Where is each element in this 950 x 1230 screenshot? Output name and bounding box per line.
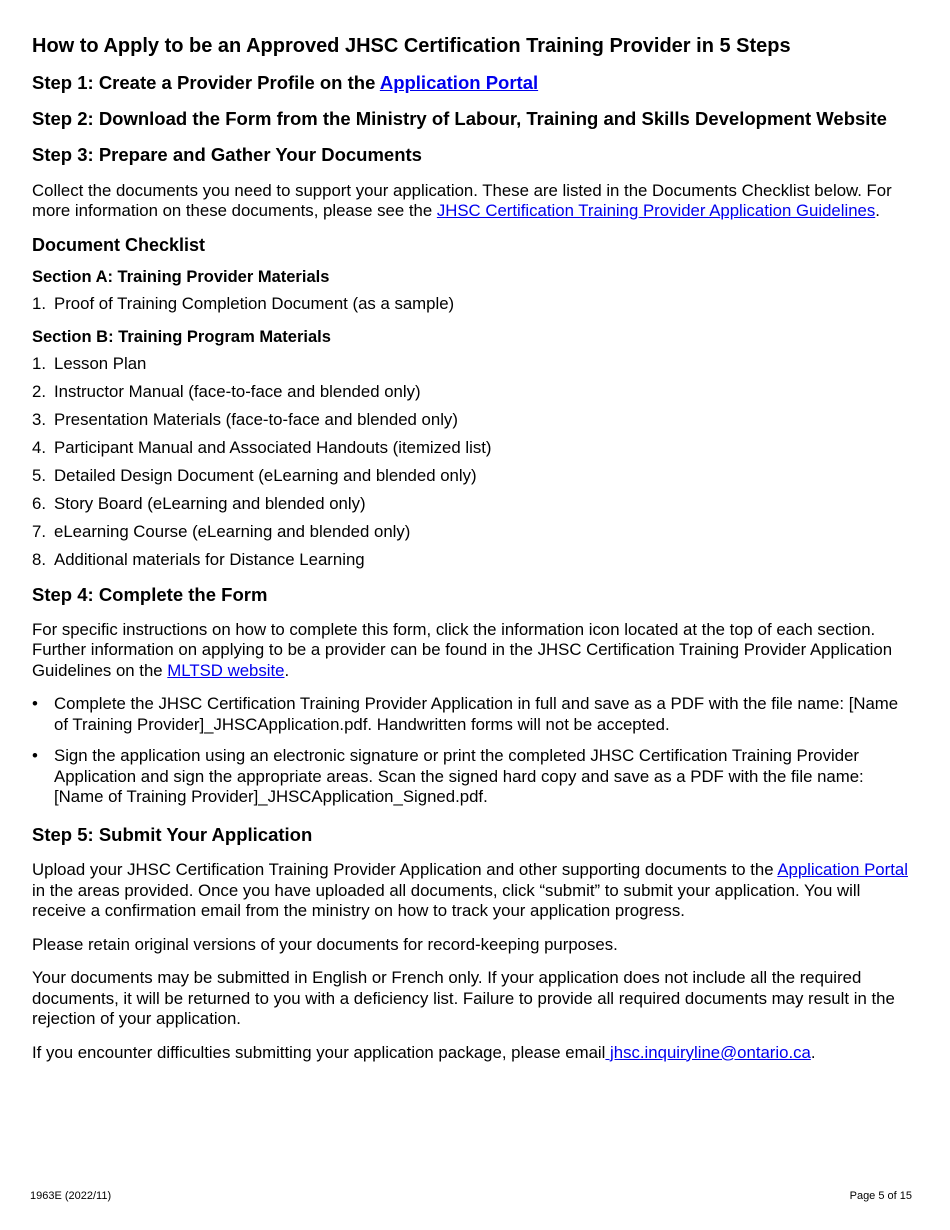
list-text: Instructor Manual (face-to-face and blended only): [54, 381, 421, 401]
list-item: [32, 354, 912, 374]
step5-paragraph-end: in the areas provided. Once you have uploaded all documents, click “submit” to submit your application. You will receive a confirmation email from the ministry on how to track your application progress.: [32, 880, 861, 921]
bullet-item: [32, 694, 912, 735]
step1-heading-text: Step 1: Create a Provider Profile on the: [32, 72, 380, 93]
section-a-heading: Section A: Training Provider Materials: [32, 268, 330, 287]
step5-paragraph-text: Upload your JHSC Certification Training Provider Application and other supporting documents to the: [32, 860, 778, 880]
bullet-icon: •: [32, 746, 38, 766]
section-b-heading: Section B: Training Program Materials: [32, 327, 331, 346]
list-number: 3.: [32, 409, 46, 429]
list-number: 8.: [32, 549, 46, 569]
bullet-item: [32, 746, 912, 808]
step5-paragraph-language: Your documents may be submitted in English or French only. If your application does not include all the required documents, it will be returned to you with a deficiency list. Failure to provide all required documents may result in the rejection of your application.: [32, 968, 895, 1029]
list-item: [32, 410, 912, 430]
page-title: How to Apply to be an Approved JHSC Certification Training Provider in 5 Steps: [32, 35, 791, 57]
application-portal-link-2[interactable]: Application Portal: [777, 860, 908, 880]
step4-paragraph-text: For specific instructions on how to complete this form, click the information icon located at the top of each section. Further information on applying to be a provider can be found in the JHSC Certification Training Provider Application Guidelines on the: [32, 619, 893, 680]
list-text: eLearning Course (eLearning and blended only): [54, 521, 411, 541]
list-item: [32, 438, 912, 458]
step4-bullet-list: [32, 694, 912, 808]
list-item: [32, 382, 912, 402]
section-a-list: [32, 294, 912, 314]
document-checklist-heading: Document Checklist: [32, 234, 206, 255]
list-number: 7.: [32, 521, 46, 541]
step3-paragraph-end: .: [875, 201, 880, 221]
list-item: [32, 294, 912, 314]
form-number: 1963E (2022/11): [30, 1190, 112, 1202]
contact-text: If you encounter difficulties submitting your application package, please email: [32, 1042, 606, 1062]
list-number: 1.: [32, 353, 46, 373]
step3-heading: Step 3: Prepare and Gather Your Documents: [32, 144, 422, 166]
application-portal-link[interactable]: Application Portal: [379, 72, 539, 93]
step5-paragraph-upload: [32, 860, 912, 922]
list-text: Participant Manual and Associated Handouts (itemized list): [54, 437, 492, 457]
page-number: Page 5 of 15: [849, 1190, 912, 1202]
step5-paragraph-retain: Please retain original versions of your documents for record-keeping purposes.: [32, 934, 618, 954]
bullet-text: Complete the JHSC Certification Training Provider Application in full and save as a PDF with the file name: [Name of Training Provider]_JHSCApplication.pdf. Handwritten forms will not be accepted.: [54, 694, 899, 734]
step2-heading: Step 2: Download the Form from the Ministry of Labour, Training and Skills Development Website: [32, 108, 887, 130]
list-number: 6.: [32, 493, 46, 513]
step1-heading: [32, 72, 912, 94]
step5-paragraph-contact: [32, 1043, 912, 1064]
list-item: [32, 522, 912, 542]
guidelines-link[interactable]: JHSC Certification Training Provider Application Guidelines: [436, 201, 876, 221]
inquiry-email-link[interactable]: jhsc.inquiryline@ontario.ca: [605, 1042, 811, 1062]
step4-paragraph: [32, 620, 912, 682]
list-text: Story Board (eLearning and blended only): [54, 493, 366, 513]
list-text: Additional materials for Distance Learning: [54, 549, 365, 569]
bullet-icon: •: [32, 694, 38, 714]
list-number: 4.: [32, 437, 46, 457]
list-item: [32, 550, 912, 570]
list-number: 2.: [32, 381, 46, 401]
list-number: 5.: [32, 465, 46, 485]
contact-end: .: [810, 1042, 816, 1062]
step5-heading: Step 5: Submit Your Application: [32, 823, 313, 845]
list-item: [32, 494, 912, 514]
step3-paragraph: [32, 181, 912, 222]
section-b-list: [32, 354, 912, 570]
list-item: [32, 466, 912, 486]
list-number: 1.: [32, 293, 46, 313]
mltsd-website-link[interactable]: MLTSD website: [167, 660, 285, 680]
document-page: [32, 34, 912, 1076]
list-text: Detailed Design Document (eLearning and blended only): [54, 465, 477, 485]
list-text: Lesson Plan: [54, 353, 147, 373]
list-text: Presentation Materials (face-to-face and blended only): [54, 409, 458, 429]
step4-paragraph-end: .: [284, 660, 290, 680]
list-text: Proof of Training Completion Document (as a sample): [54, 293, 455, 313]
bullet-text: Sign the application using an electronic signature or print the completed JHSC Certification Training Provider Application and sign the appropriate areas. Scan the signed hard copy and save as a PDF with the file name: [Name of Training Provider]_JHSCApplication_Signed.pdf.: [54, 746, 864, 807]
step4-heading: Step 4: Complete the Form: [32, 583, 268, 605]
step3-paragraph-text: Collect the documents you need to support your application. These are listed in the Documents Checklist below. For more information on these documents, please see the: [32, 180, 892, 221]
